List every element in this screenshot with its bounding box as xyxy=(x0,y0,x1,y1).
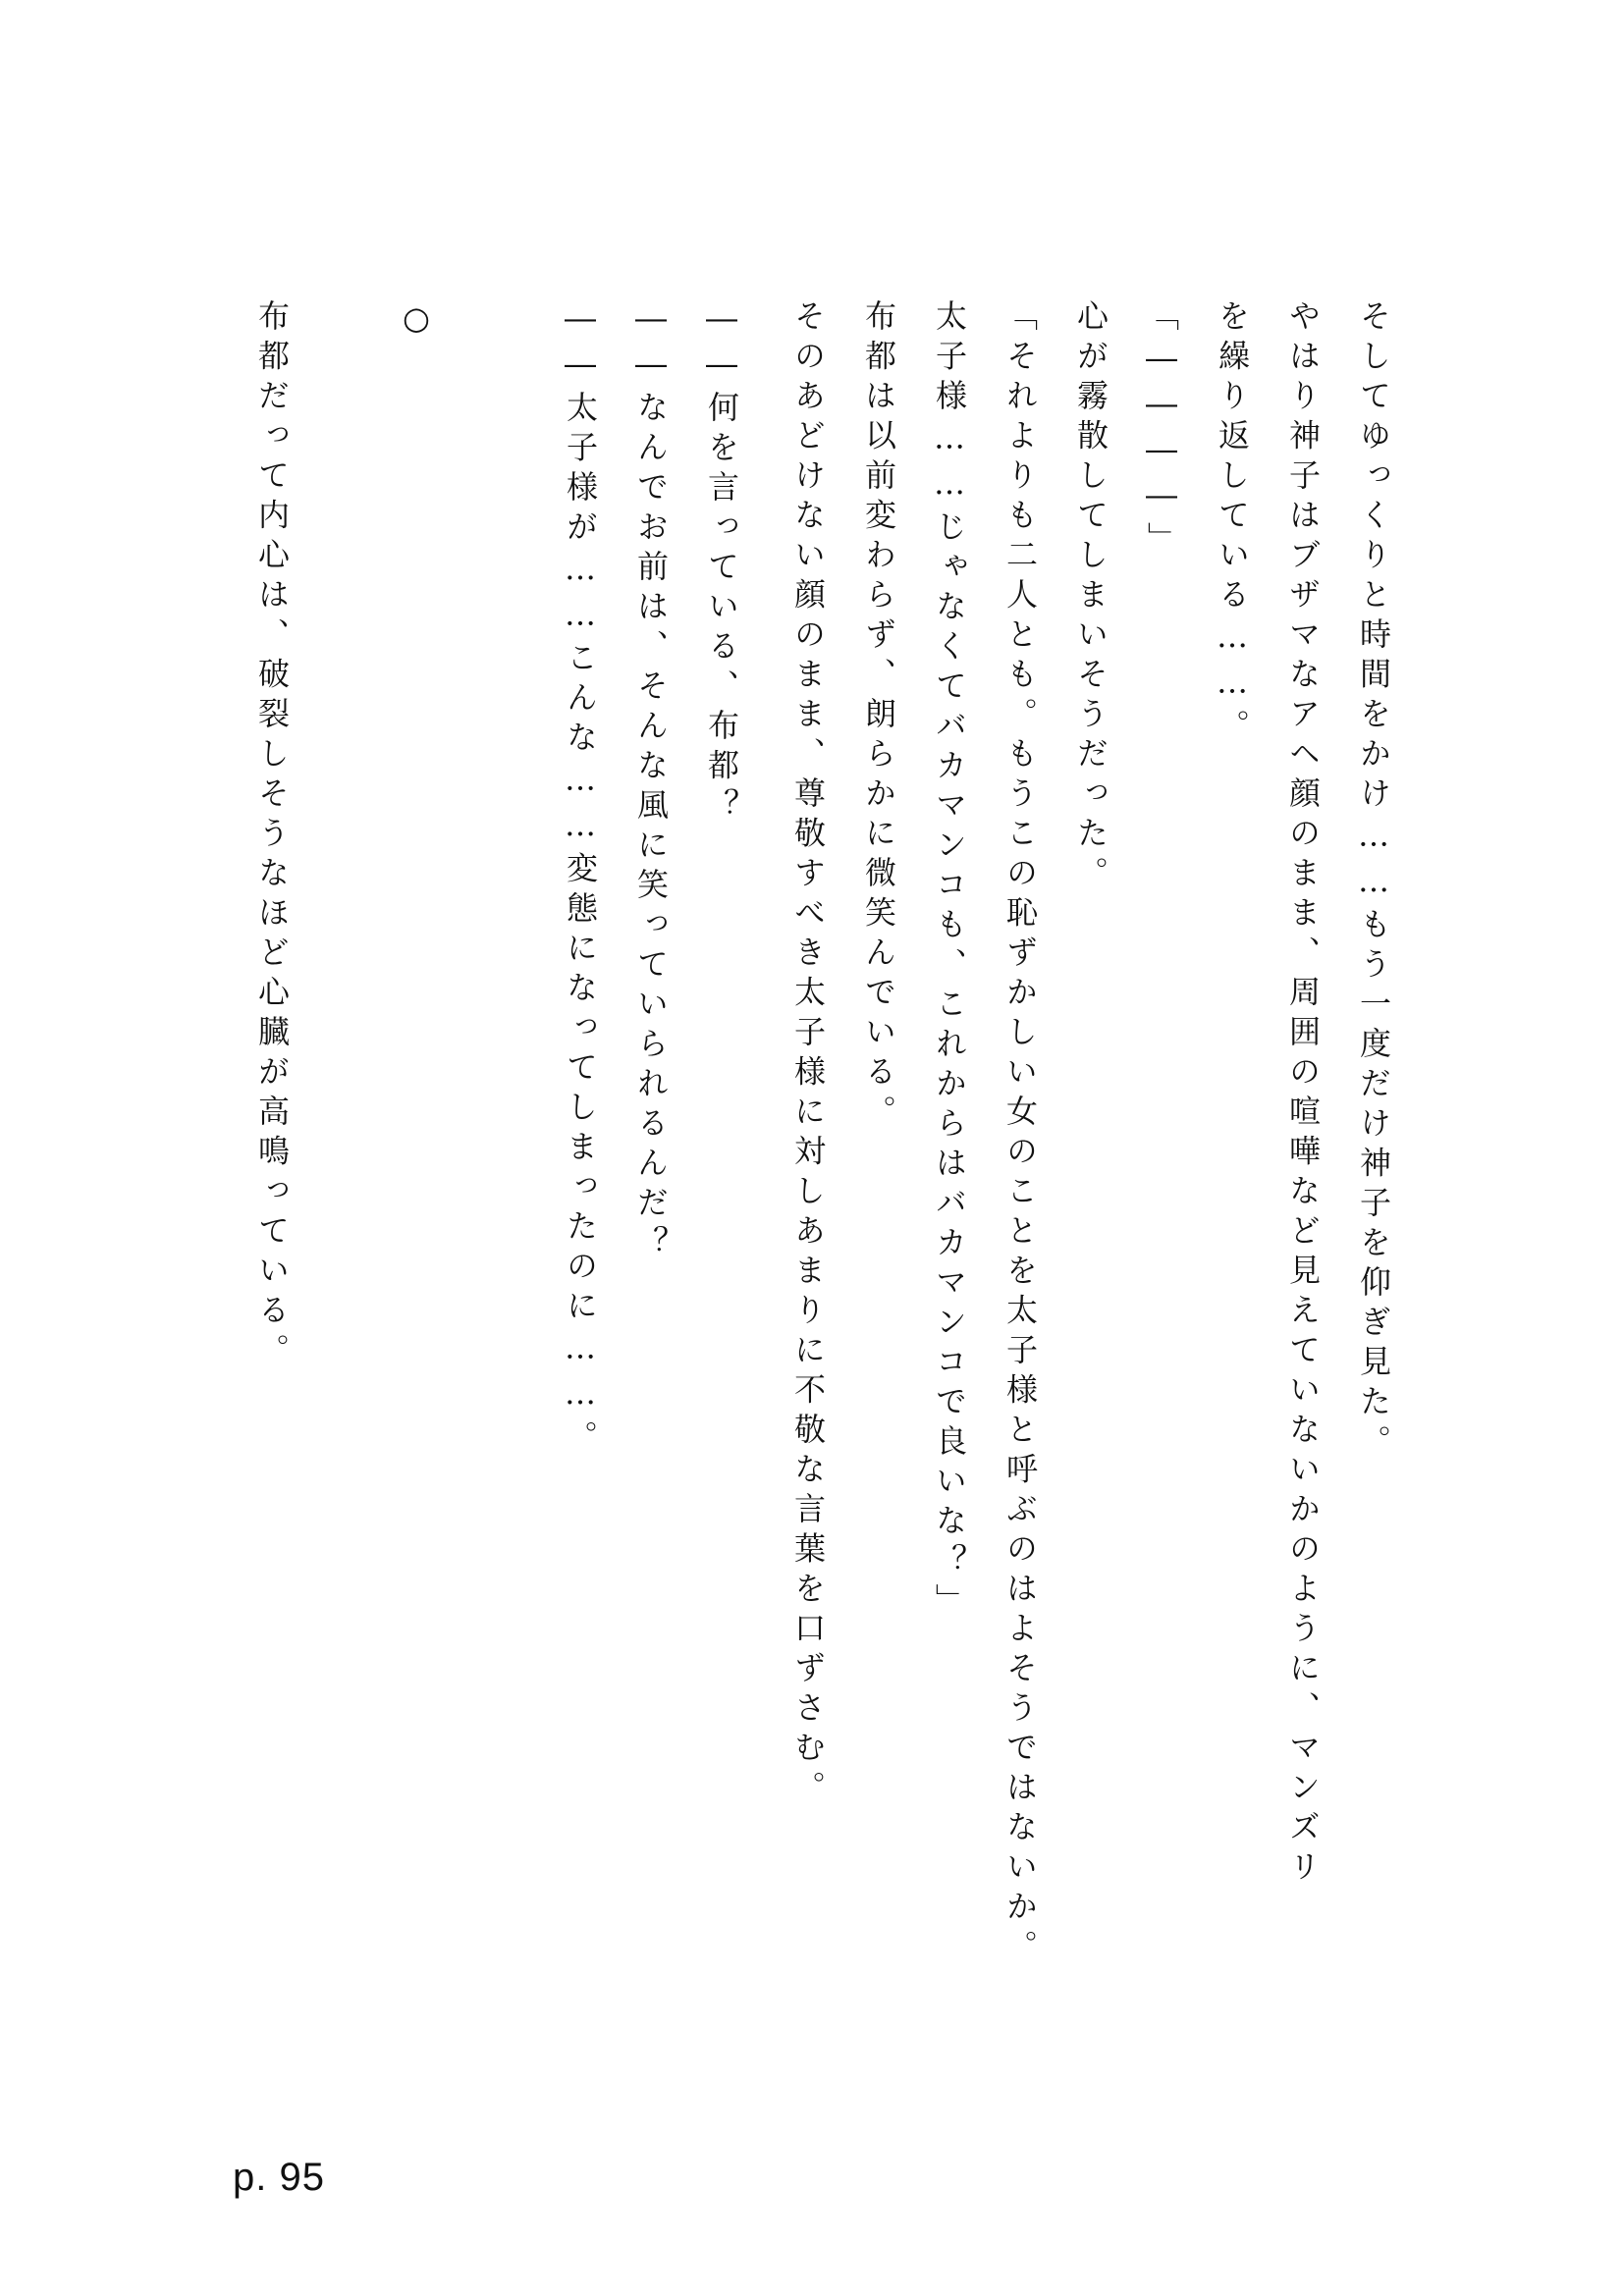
text-line-6: 「それよりも二人とも。もうこの恥ずかしい女のことを太子様と呼ぶのはよそうではないか。 xyxy=(1001,299,1039,1969)
text-line-11: ――なんでお前は、そんな風に笑っていられるんだ？ xyxy=(632,299,670,1265)
text-line-2: やはり神子はブザマなアヘ顔のまま、周囲の喧嘩など見えていないかのように、マンズリ xyxy=(1284,299,1322,1890)
text-line-12: ――太子様が……こんな……変態になってしまったのに……。 xyxy=(562,299,599,1460)
text-line-3: を繰り返している……。 xyxy=(1214,299,1251,749)
text-line-10: ――何を言っている、布都？ xyxy=(703,299,740,828)
text-line-1: そしてゆっくりと時間をかけ……もう一度だけ神子を仰ぎ見た。 xyxy=(1355,299,1392,1465)
text-line-9: そのあどけない顔のまま、尊敬すべき太子様に対しあまりに不敬な言葉を口ずさむ。 xyxy=(789,299,827,1810)
text-line-4: 「――――」 xyxy=(1143,299,1180,561)
page-number: p. 95 xyxy=(233,2156,325,2199)
text-line-8: 布都は以前変わらず、朗らかに微笑んでいる。 xyxy=(860,299,897,1135)
text-line-7: 太子様……じゃなくてバカマンコも、これからはバカマンコで良いな？」 xyxy=(931,299,968,1624)
scene-break-marker: ○ xyxy=(398,299,435,346)
text-line-16: 布都だって内心は、破裂しそうなほど心臓が高鳴っている。 xyxy=(253,299,291,1373)
text-line-5: 心が霧散してしまいそうだった。 xyxy=(1072,299,1110,896)
